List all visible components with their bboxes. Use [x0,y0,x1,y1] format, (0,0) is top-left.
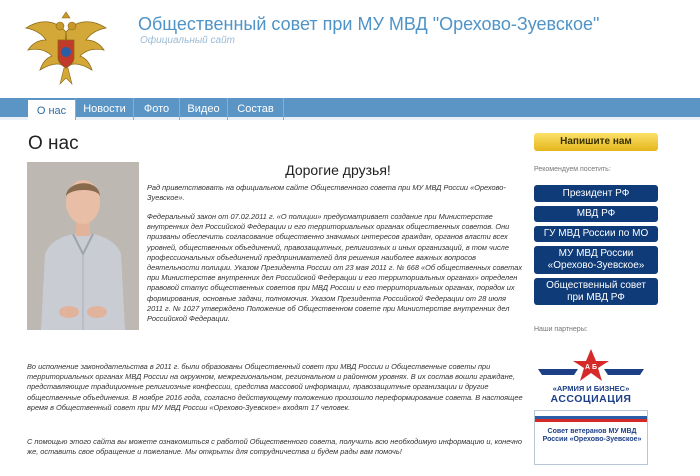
person-photo-icon [27,162,139,330]
main-nav [0,98,700,120]
sidebar-link-label: ГУ МВД России по МО [543,228,649,239]
nav-item-photo[interactable]: Фото [134,98,180,120]
partner-army-business[interactable] [534,347,648,407]
article-title: Дорогие друзья! [285,162,391,178]
site-title[interactable]: Общественный совет при МУ МВД "Орехово-Зуевское" [138,14,600,34]
chairman-photo [27,162,139,330]
partner-aib-line1: «АРМИЯ И БИЗНЕС» [552,384,630,393]
aib-badge: А Б [584,364,598,371]
site-header [0,0,700,98]
sidebar-link-mu-mvd[interactable] [534,246,658,274]
closing-paragraph: С помощью этого сайта вы можете ознакомиться с работой Общественного совета, получить всю необходимую информацию и, конечно же, оставить свое обращение и пожелание. Мы открыты для сотрудничества и будем рады вам помочь! [27,437,522,457]
sidebar-link-label: Общественный совет при МВД РФ [546,279,646,303]
nav-item-video[interactable]: Видео [180,98,228,120]
sidebar-link-gu-mvd-mo[interactable] [534,226,658,242]
partner-aib-line2: АССОЦИАЦИЯ [550,393,632,405]
mvd-emblem-icon [24,10,108,88]
sidebar-link-label: МУ МВД России «Орехово-Зуевское» [547,248,645,271]
sidebar-link-label: МВД РФ [576,208,616,219]
sidebar-link-label: Президент РФ [562,187,630,199]
nav-item-news[interactable]: Новости [76,98,134,120]
partner-veterans-council[interactable] [534,410,648,465]
sidebar-link-president[interactable] [534,185,658,202]
site-subtitle: Официальный сайт [140,35,235,46]
intro-paragraph: Рад приветствовать на официальном сайте Общественного совета при МУ МВД России «Орехово-Зуевское». [147,183,506,203]
army-business-logo-icon [534,347,648,385]
law-paragraph: Федеральный закон от 07.02.2011 г. «О полиции» предусматривает создание при Министерстве внутренних дел Российской Федерации и его территориальных органах общественных советов. Они призваны обеспечить согласование общественно значимых интересов граждан, органов власти всех уровней, общественных объединений, правозащитных, религиозных и иных организаций, в том числе профессиональных объединений предпринимателей для решения наиболее важных вопросов деятельности полиции. Указом Президента России от 23 мая 2011 г. № 668 «Об общественных советах при Министерстве внутренних дел Российской Федерации и его территориальных органах» определен правовой статус общественных советов при МВД России и его территориальных органах, порядок их формирования, основные задачи, полномочия. Указом Президента Российской Федерации от 28 июля 2011 г. № 1027 утверждено Положение об Общественном совете при Министерстве внутренних дел Российской Федерации. [147,212,523,324]
write-us-button[interactable]: Напишите нам [534,133,658,151]
recommend-label: Рекомендуем посетить: [534,166,611,173]
history-paragraph: Во исполнение законодательства в 2011 г. были образованы Общественный совет при МВД России и Общественные советы при территориальных органах МВД России на окружном, межрегиональном, региональном и районном уровнях. В их состав вошли граждане, представляющие традиционные религиозные конфессии, средства массовой информации, правозащитные организации и другие общественные объединения. В ноябре 2016 года, согласно действующему положению произошло переформирование совета. В настоящее время в Общественный совет при МУ МВД России «Орехово-Зуевское» входят 17 человек. [27,362,523,412]
partners-label: Наши партнеры: [534,326,588,333]
nav-item-staff[interactable]: Состав [228,98,284,120]
flag-stripe-icon [535,411,648,425]
nav-item-about[interactable]: О нас [28,98,76,120]
partner-veterans-text: Совет ветеранов МУ МВД России «Орехово-Зуевское» [542,428,642,444]
sidebar-link-public-council[interactable] [534,278,658,305]
page-title: О нас [28,133,79,154]
sidebar-link-mvd[interactable] [534,206,658,222]
